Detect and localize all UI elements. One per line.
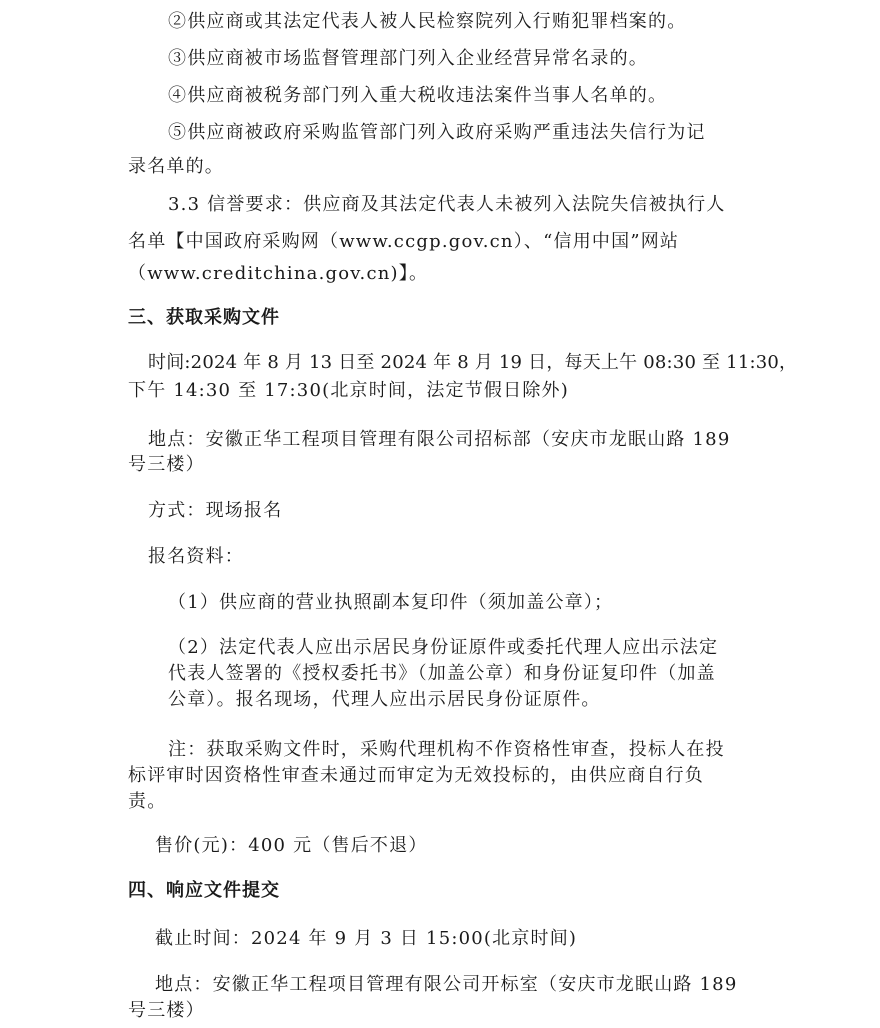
section4-place-line2: 号三楼） [128, 1000, 205, 1021]
section3-time-line1: 时间:2024 年 8 月 13 日至 2024 年 8 月 19 日，每天上午 08:30 至 11:30， [148, 352, 798, 373]
credit-item-3: ③供应商被市场监督管理部门列入企业经营异常名录的。 [168, 48, 648, 69]
section3-note-line3: 责。 [128, 791, 167, 812]
section3-material1: （1）供应商的营业执照副本复印件（须加盖公章）； [168, 592, 614, 613]
credit-item-2: ②供应商或其法定代表人被人民检察院列入行贿犯罪档案的。 [168, 11, 687, 32]
credit-item-5-line2: 录名单的。 [128, 156, 224, 177]
section3-material2-line1: （2）法定代表人应出示居民身份证原件或委托代理人应出示法定 [168, 637, 719, 658]
reputation-line2: 名单【中国政府采购网（www.ccgp.gov.cn）、“信用中国”网站 [128, 231, 680, 252]
section3-method: 方式：现场报名 [148, 500, 283, 521]
section3-place-line2: 号三楼） [128, 454, 205, 475]
section3-place-line1: 地点：安徽正华工程项目管理有限公司招标部（安庆市龙眠山路 189 [148, 429, 731, 450]
section4-heading: 四、响应文件提交 [128, 880, 280, 901]
section3-heading: 三、获取采购文件 [128, 307, 280, 328]
section3-material2-line3: 公章）。报名现场，代理人应出示居民身份证原件。 [168, 689, 601, 710]
credit-item-5-line1: ⑤供应商被政府采购监管部门列入政府采购严重违法失信行为记 [168, 122, 706, 143]
credit-item-4: ④供应商被税务部门列入重大税收违法案件当事人名单的。 [168, 85, 668, 106]
section3-material2-line2: 代表人签署的《授权委托书》（加盖公章）和身份证复印件（加盖 [168, 663, 716, 684]
section3-materials-label: 报名资料： [148, 546, 244, 567]
section3-time-line2: 下午 14:30 至 17:30(北京时间，法定节假日除外) [128, 380, 569, 401]
section3-note-line1: 注：获取采购文件时，采购代理机构不作资格性审查，投标人在投 [168, 739, 725, 760]
reputation-line3: （www.creditchina.gov.cn)】。 [128, 263, 429, 284]
section3-note-line2: 标评审时因资格性审查未通过而审定为无效投标的，由供应商自行负 [128, 765, 704, 786]
reputation-line1: 3.3 信誉要求：供应商及其法定代表人未被列入法院失信被执行人 [168, 194, 726, 215]
section4-deadline: 截止时间：2024 年 9 月 3 日 15:00(北京时间) [155, 928, 578, 949]
section3-price: 售价(元)：400 元（售后不退） [155, 835, 428, 856]
section4-place-line1: 地点：安徽正华工程项目管理有限公司开标室（安庆市龙眠山路 189 [155, 974, 738, 995]
